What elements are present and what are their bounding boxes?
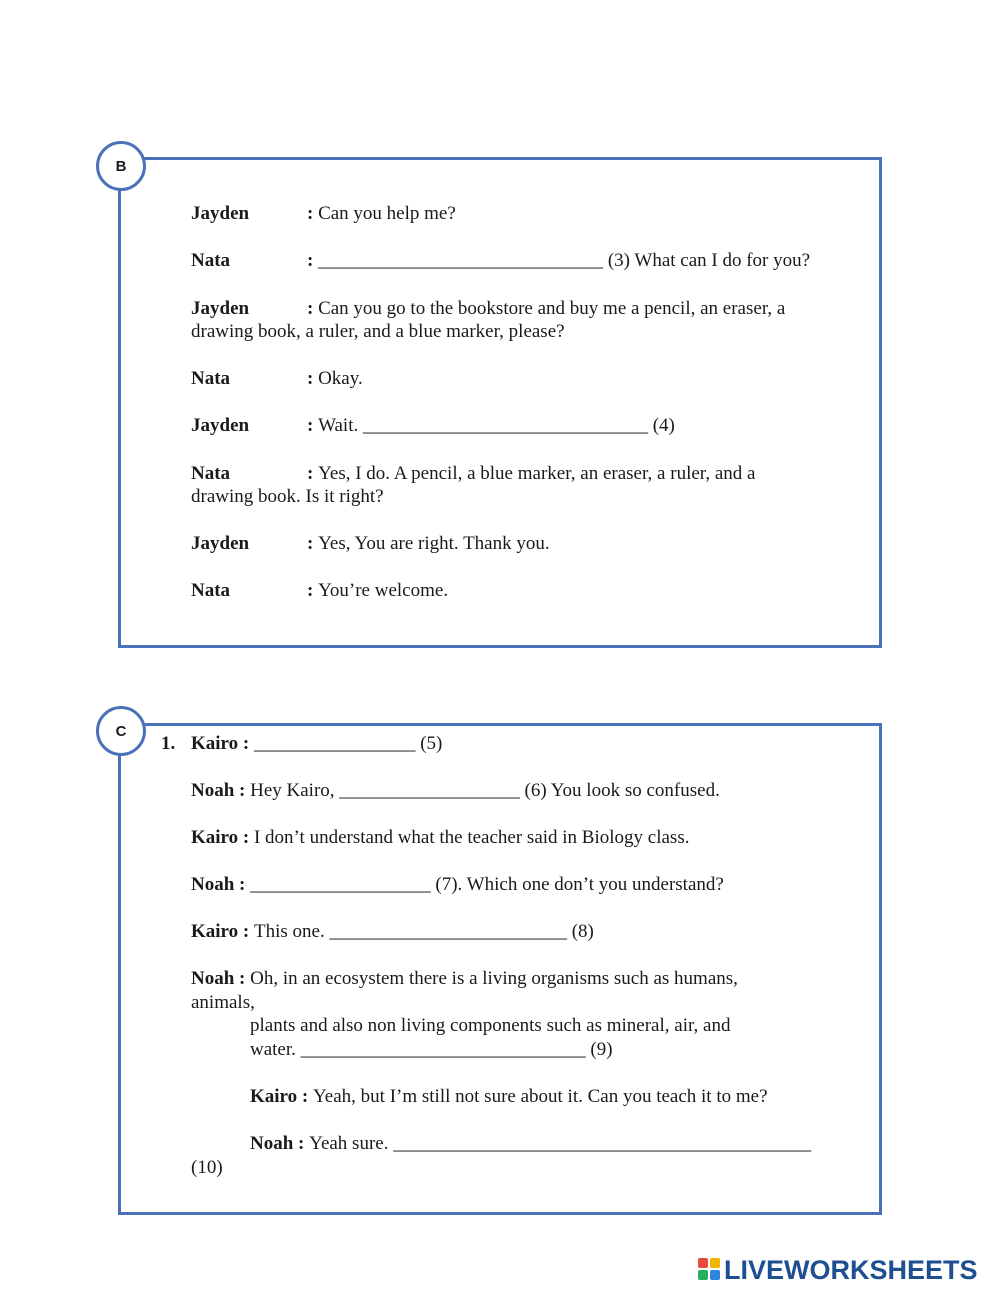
line-text: Yeah sure. ____________________________________________ xyxy=(309,1133,812,1154)
dialogue-line-continuation: plants and also non living components such as mineral, air, and xyxy=(250,1015,731,1036)
section-b-badge: B xyxy=(96,141,146,191)
line-text: _________________ (5) xyxy=(253,733,443,754)
speaker-name: Kairo xyxy=(250,1086,298,1107)
speaker-name: Noah xyxy=(191,780,235,801)
line-text: Can you go to the bookstore and buy me a pencil, an eraser, a xyxy=(318,298,786,319)
line-text: I don’t understand what the teacher said in Biology class. xyxy=(253,827,690,848)
dialogue-line: Kairo : I don’t understand what the teacher said in Biology class. xyxy=(191,827,690,848)
section-c-badge: C xyxy=(96,706,146,756)
section-b-box xyxy=(118,157,882,648)
line-text: Okay. xyxy=(318,368,363,389)
dialogue-line-continuation: water. ______________________________ (9) xyxy=(250,1039,613,1060)
speaker-name: Jayden xyxy=(191,203,250,224)
line-text: You’re welcome. xyxy=(318,580,449,601)
logo-mark-icon xyxy=(698,1258,722,1282)
speaker-name: Nata xyxy=(191,580,231,601)
speaker-name: Noah xyxy=(191,874,235,895)
line-text: Yes, I do. A pencil, a blue marker, an eraser, a ruler, and a xyxy=(318,463,756,484)
speaker-name: Nata xyxy=(191,463,231,484)
dialogue-line: Noah : Hey Kairo, ___________________ (6) You look so confused. xyxy=(191,780,720,801)
speaker-name: Jayden xyxy=(191,298,250,319)
speaker-name: Nata xyxy=(191,250,231,271)
line-text: This one. _________________________ (8) xyxy=(253,921,594,942)
line-text: Can you help me? xyxy=(318,203,456,224)
dialogue-line-continuation: (10) xyxy=(191,1157,223,1178)
dialogue-line: Kairo : This one. _________________________ (8) xyxy=(191,921,594,942)
speaker-name: Jayden xyxy=(191,415,250,436)
speaker-name: Kairo xyxy=(191,733,239,754)
dialogue-line: Kairo : Yeah, but I’m still not sure about it. Can you teach it to me? xyxy=(250,1086,768,1107)
dialogue-line-continuation: drawing book. Is it right? xyxy=(191,486,384,507)
line-text: ______________________________ (3) What can I do for you? xyxy=(318,250,811,271)
dialogue-line: Kairo : _________________ (5) xyxy=(191,733,443,754)
question-number: 1. xyxy=(161,733,176,754)
dialogue-line: Noah : ___________________ (7). Which one don’t you understand? xyxy=(191,874,724,895)
line-text: Hey Kairo, ___________________ (6) You look so confused. xyxy=(250,780,720,801)
speaker-name: Noah xyxy=(250,1133,294,1154)
logo-text: LIVEWORKSHEETS xyxy=(724,1254,978,1285)
speaker-name: Kairo xyxy=(191,921,239,942)
line-text: Yeah, but I’m still not sure about it. Can you teach it to me? xyxy=(312,1086,768,1107)
dialogue-line-continuation: drawing book, a ruler, and a blue marker, please? xyxy=(191,321,565,342)
dialogue-line: Noah : Yeah sure. ____________________________________________ xyxy=(250,1133,812,1154)
speaker-name: Jayden xyxy=(191,533,250,554)
speaker-name: Noah xyxy=(191,968,235,989)
line-text: Wait. ______________________________ (4) xyxy=(318,415,675,436)
line-text: Oh, in an ecosystem there is a living organisms such as humans, xyxy=(250,968,738,989)
dialogue-line: Noah : Oh, in an ecosystem there is a living organisms such as humans, xyxy=(191,968,738,989)
dialogue-line-continuation: animals, xyxy=(191,992,255,1013)
liveworksheets-logo xyxy=(698,1255,978,1285)
speaker-name: Nata xyxy=(191,368,231,389)
line-text: Yes, You are right. Thank you. xyxy=(318,533,550,554)
line-text: ___________________ (7). Which one don’t you understand? xyxy=(250,874,724,895)
speaker-name: Kairo xyxy=(191,827,239,848)
